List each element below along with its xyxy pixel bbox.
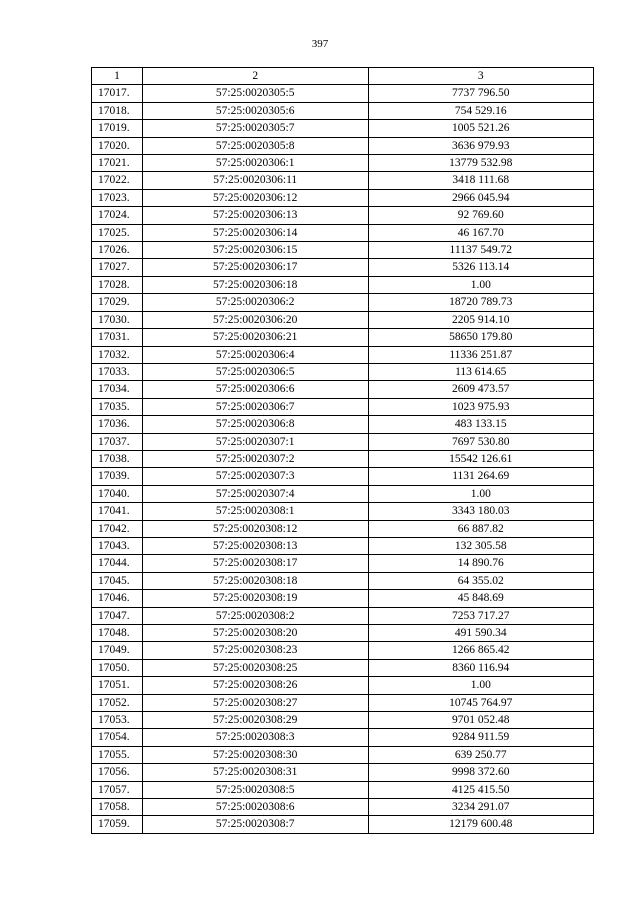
- cadastral-number-cell: 57:25:0020305:5: [142, 85, 368, 102]
- table-row: [92, 659, 594, 676]
- table-row: [92, 207, 594, 224]
- cadastral-number-cell: 57:25:0020306:21: [142, 329, 368, 346]
- row-number-cell: 17035.: [92, 398, 143, 415]
- table-row: [92, 712, 594, 729]
- table-row: [92, 398, 594, 415]
- cadastral-number-cell: 57:25:0020308:5: [142, 781, 368, 798]
- cadastral-number-cell: 57:25:0020308:19: [142, 590, 368, 607]
- table-row: [92, 799, 594, 816]
- table-row: [92, 137, 594, 154]
- cadastral-value-cell: 1.00: [368, 276, 594, 293]
- cadastral-number-cell: 57:25:0020307:3: [142, 468, 368, 485]
- cadastral-value-cell: 18720 789.73: [368, 294, 594, 311]
- cadastral-value-cell: 92 769.60: [368, 207, 594, 224]
- table-row: [92, 729, 594, 746]
- row-number-cell: 17048.: [92, 625, 143, 642]
- cadastral-value-cell: 2966 045.94: [368, 189, 594, 206]
- cadastral-number-cell: 57:25:0020308:31: [142, 764, 368, 781]
- cadastral-number-cell: 57:25:0020308:7: [142, 816, 368, 833]
- cadastral-value-cell: 491 590.34: [368, 625, 594, 642]
- cadastral-number-cell: 57:25:0020307:4: [142, 485, 368, 502]
- row-number-cell: 17038.: [92, 450, 143, 467]
- table-row: [92, 642, 594, 659]
- table-row: [92, 102, 594, 119]
- table-row: [92, 485, 594, 502]
- row-number-cell: 17019.: [92, 120, 143, 137]
- cadastral-number-cell: 57:25:0020308:30: [142, 746, 368, 763]
- cadastral-value-cell: 9701 052.48: [368, 712, 594, 729]
- cadastral-number-cell: 57:25:0020308:17: [142, 555, 368, 572]
- table-row: [92, 746, 594, 763]
- cadastral-value-cell: 2205 914.10: [368, 311, 594, 328]
- cadastral-value-cell: 4125 415.50: [368, 781, 594, 798]
- cadastral-number-cell: 57:25:0020305:6: [142, 102, 368, 119]
- cadastral-number-cell: 57:25:0020308:27: [142, 694, 368, 711]
- row-number-cell: 17031.: [92, 329, 143, 346]
- cadastral-number-cell: 57:25:0020306:7: [142, 398, 368, 415]
- cadastral-value-cell: 132 305.58: [368, 537, 594, 554]
- table-row: [92, 224, 594, 241]
- table-row: [92, 155, 594, 172]
- row-number-cell: 17028.: [92, 276, 143, 293]
- cadastral-number-cell: 57:25:0020306:12: [142, 189, 368, 206]
- cadastral-value-cell: 3234 291.07: [368, 799, 594, 816]
- row-number-cell: 17024.: [92, 207, 143, 224]
- cadastral-value-cell: 113 614.65: [368, 363, 594, 380]
- table-row: [92, 259, 594, 276]
- table-row: [92, 468, 594, 485]
- cadastral-value-cell: 45 848.69: [368, 590, 594, 607]
- cadastral-value-cell: 9284 911.59: [368, 729, 594, 746]
- cadastral-number-cell: 57:25:0020308:2: [142, 607, 368, 624]
- table-row: [92, 537, 594, 554]
- cadastral-value-cell: 8360 116.94: [368, 659, 594, 676]
- cadastral-value-cell: 15542 126.61: [368, 450, 594, 467]
- table-row: [92, 677, 594, 694]
- cadastral-number-cell: 57:25:0020306:17: [142, 259, 368, 276]
- table-body: [92, 85, 594, 833]
- cadastral-value-cell: 64 355.02: [368, 572, 594, 589]
- cadastral-number-cell: 57:25:0020306:5: [142, 363, 368, 380]
- cadastral-value-cell: 2609 473.57: [368, 381, 594, 398]
- row-number-cell: 17044.: [92, 555, 143, 572]
- row-number-cell: 17046.: [92, 590, 143, 607]
- table-row: [92, 85, 594, 102]
- cadastral-value-cell: 639 250.77: [368, 746, 594, 763]
- row-number-cell: 17037.: [92, 433, 143, 450]
- cadastral-number-cell: 57:25:0020306:20: [142, 311, 368, 328]
- cadastral-number-cell: 57:25:0020306:8: [142, 416, 368, 433]
- cadastral-number-cell: 57:25:0020307:2: [142, 450, 368, 467]
- row-number-cell: 17026.: [92, 242, 143, 259]
- table-row: [92, 172, 594, 189]
- cadastral-number-cell: 57:25:0020306:15: [142, 242, 368, 259]
- cadastral-value-cell: 754 529.16: [368, 102, 594, 119]
- row-number-cell: 17058.: [92, 799, 143, 816]
- cadastral-number-cell: 57:25:0020306:11: [142, 172, 368, 189]
- cadastral-value-cell: 3418 111.68: [368, 172, 594, 189]
- cadastral-value-cell: 1266 865.42: [368, 642, 594, 659]
- table-row: [92, 294, 594, 311]
- row-number-cell: 17033.: [92, 363, 143, 380]
- row-number-cell: 17056.: [92, 764, 143, 781]
- table-header-row: [92, 68, 594, 85]
- row-number-cell: 17052.: [92, 694, 143, 711]
- cadastral-value-cell: 10745 764.97: [368, 694, 594, 711]
- cadastral-number-cell: 57:25:0020306:2: [142, 294, 368, 311]
- table-row: [92, 242, 594, 259]
- row-number-cell: 17041.: [92, 503, 143, 520]
- row-number-cell: 17021.: [92, 155, 143, 172]
- cadastral-value-cell: 46 167.70: [368, 224, 594, 241]
- row-number-cell: 17059.: [92, 816, 143, 833]
- row-number-cell: 17040.: [92, 485, 143, 502]
- row-number-cell: 17027.: [92, 259, 143, 276]
- row-number-cell: 17057.: [92, 781, 143, 798]
- table-row: [92, 781, 594, 798]
- cadastral-value-cell: 11336 251.87: [368, 346, 594, 363]
- cadastral-number-cell: 57:25:0020308:25: [142, 659, 368, 676]
- row-number-cell: 17017.: [92, 85, 143, 102]
- cadastral-number-cell: 57:25:0020306:18: [142, 276, 368, 293]
- cadastral-number-cell: 57:25:0020306:13: [142, 207, 368, 224]
- table-row: [92, 816, 594, 833]
- cadastral-number-cell: 57:25:0020308:26: [142, 677, 368, 694]
- table-row: [92, 381, 594, 398]
- cadastral-number-cell: 57:25:0020306:4: [142, 346, 368, 363]
- table-row: [92, 590, 594, 607]
- row-number-cell: 17023.: [92, 189, 143, 206]
- row-number-cell: 17025.: [92, 224, 143, 241]
- cadastral-value-cell: 3343 180.03: [368, 503, 594, 520]
- cadastral-number-cell: 57:25:0020306:6: [142, 381, 368, 398]
- row-number-cell: 17029.: [92, 294, 143, 311]
- row-number-cell: 17051.: [92, 677, 143, 694]
- cadastral-value-cell: 14 890.76: [368, 555, 594, 572]
- row-number-cell: 17030.: [92, 311, 143, 328]
- cadastral-value-cell: 58650 179.80: [368, 329, 594, 346]
- table-row: [92, 555, 594, 572]
- cadastral-value-cell: 66 887.82: [368, 520, 594, 537]
- row-number-cell: 17034.: [92, 381, 143, 398]
- cadastral-value-cell: 5326 113.14: [368, 259, 594, 276]
- cadastral-number-cell: 57:25:0020308:1: [142, 503, 368, 520]
- cadastral-number-cell: 57:25:0020308:23: [142, 642, 368, 659]
- table-row: [92, 450, 594, 467]
- row-number-cell: 17018.: [92, 102, 143, 119]
- row-number-cell: 17020.: [92, 137, 143, 154]
- row-number-cell: 17053.: [92, 712, 143, 729]
- row-number-cell: 17032.: [92, 346, 143, 363]
- cadastral-value-cell: 3636 979.93: [368, 137, 594, 154]
- cadastral-value-cell: 9998 372.60: [368, 764, 594, 781]
- row-number-cell: 17039.: [92, 468, 143, 485]
- cadastral-value-cell: 7253 717.27: [368, 607, 594, 624]
- page-number: 397: [311, 38, 329, 50]
- cadastral-value-cell: 11137 549.72: [368, 242, 594, 259]
- cadastral-value-cell: 1.00: [368, 677, 594, 694]
- cadastral-number-cell: 57:25:0020306:14: [142, 224, 368, 241]
- cadastral-number-cell: 57:25:0020308:6: [142, 799, 368, 816]
- table-row: [92, 503, 594, 520]
- cadastral-value-cell: 7737 796.50: [368, 85, 594, 102]
- column-header-1: 1: [92, 68, 143, 85]
- table-row: [92, 189, 594, 206]
- cadastral-number-cell: 57:25:0020308:20: [142, 625, 368, 642]
- row-number-cell: 17055.: [92, 746, 143, 763]
- table-row: [92, 120, 594, 137]
- cadastral-value-table: [91, 67, 594, 834]
- cadastral-value-cell: 7697 530.80: [368, 433, 594, 450]
- cadastral-value-cell: 483 133.15: [368, 416, 594, 433]
- table-row: [92, 276, 594, 293]
- row-number-cell: 17036.: [92, 416, 143, 433]
- table-row: [92, 694, 594, 711]
- row-number-cell: 17043.: [92, 537, 143, 554]
- row-number-cell: 17050.: [92, 659, 143, 676]
- row-number-cell: 17045.: [92, 572, 143, 589]
- cadastral-value-cell: 1005 521.26: [368, 120, 594, 137]
- table-row: [92, 764, 594, 781]
- table-row: [92, 346, 594, 363]
- cadastral-value-cell: 1023 975.93: [368, 398, 594, 415]
- cadastral-number-cell: 57:25:0020308:29: [142, 712, 368, 729]
- cadastral-value-cell: 1.00: [368, 485, 594, 502]
- row-number-cell: 17054.: [92, 729, 143, 746]
- cadastral-value-cell: 13779 532.98: [368, 155, 594, 172]
- cadastral-number-cell: 57:25:0020305:8: [142, 137, 368, 154]
- table-row: [92, 433, 594, 450]
- table-row: [92, 416, 594, 433]
- cadastral-value-cell: 12179 600.48: [368, 816, 594, 833]
- table-row: [92, 520, 594, 537]
- cadastral-number-cell: 57:25:0020308:12: [142, 520, 368, 537]
- column-header-2: 2: [142, 68, 368, 85]
- column-header-3: 3: [368, 68, 594, 85]
- table-row: [92, 607, 594, 624]
- table-row: [92, 572, 594, 589]
- row-number-cell: 17022.: [92, 172, 143, 189]
- cadastral-number-cell: 57:25:0020308:18: [142, 572, 368, 589]
- table-row: [92, 311, 594, 328]
- cadastral-number-cell: 57:25:0020306:1: [142, 155, 368, 172]
- table-row: [92, 329, 594, 346]
- cadastral-value-cell: 1131 264.69: [368, 468, 594, 485]
- cadastral-number-cell: 57:25:0020308:3: [142, 729, 368, 746]
- row-number-cell: 17047.: [92, 607, 143, 624]
- cadastral-number-cell: 57:25:0020307:1: [142, 433, 368, 450]
- row-number-cell: 17049.: [92, 642, 143, 659]
- table-row: [92, 363, 594, 380]
- cadastral-number-cell: 57:25:0020308:13: [142, 537, 368, 554]
- table-row: [92, 625, 594, 642]
- cadastral-number-cell: 57:25:0020305:7: [142, 120, 368, 137]
- row-number-cell: 17042.: [92, 520, 143, 537]
